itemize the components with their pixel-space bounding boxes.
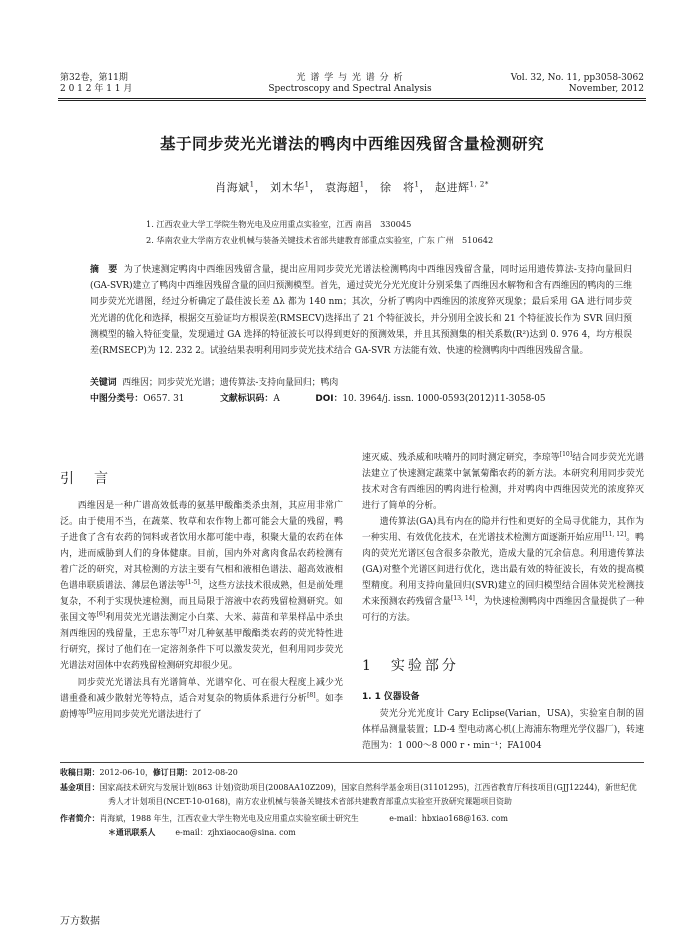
section-heading: 1 实验部分 bbox=[362, 658, 459, 674]
doi-label: DOI： bbox=[315, 394, 343, 404]
classification bbox=[90, 391, 650, 407]
abstract-label: 摘 要 bbox=[90, 265, 118, 275]
header-rule bbox=[58, 98, 646, 99]
author-list: 肖海斌$^1$， 刘木华$^1$， 袁海超$^1$， 徐 将$^1$， 赵进辉$^{1, 2*}$ bbox=[215, 180, 489, 194]
author: 刘木华$^1$ bbox=[270, 180, 310, 194]
affiliations bbox=[146, 216, 626, 248]
paragraph: 遗传算法(GA)具有内在的隐并行性和更好的全局寻优能力，其作为一种实用、有效优化技术，在光谱技术检测方面逐渐开始应用[11, 12]。鸭肉的荧光光谱区包含很多杂散光，造成大量的冗余信息。利用遗传算法(GA)对整个光谱区间进行优化，选出最有效的特征波长，有效的提高模型精度。利用支持向量回归(SVR)建立的回归模型结合固体荧光检测技术来预测农药残留含量[13, 14]，为快速检测鸭肉中西维因含量提供了一种可行的方法。 bbox=[362, 517, 645, 624]
footnotes bbox=[60, 766, 644, 841]
subsection-heading: 1. 1 仪器设备 bbox=[362, 692, 420, 702]
funding: 基金项目：国家高技术研究与发展计划(863 计划)资助项目(2008AA10Z209)，国家自然科学基金项目(31101295)，江西省教育厅科技项目(GJJ12244)，新世纪优秀人才计划项目(NCET-10-0168)，南方农业机械与装备关键技术省部共建教育部重点实验室开放研究课题项目资助 bbox=[60, 782, 637, 807]
volume-issue-cn: 第32卷，第11期 bbox=[60, 73, 128, 83]
affiliation: 2. 华南农业大学南方农业机械与装备关键技术省部共建教育部重点实验室，广东 广州 510642 bbox=[146, 235, 494, 245]
volume-pages-en: Vol. 32, No. 11, pp3058-3062 bbox=[510, 73, 644, 83]
citation: [1-5] bbox=[185, 579, 200, 587]
citation: [9] bbox=[86, 707, 96, 715]
author: 赵进辉$^{1, 2*}$ bbox=[435, 180, 489, 194]
doc-code-value: A bbox=[273, 394, 280, 404]
paragraph: 同步荧光光谱法具有光谱简单、光谱窄化、可在很大程度上减少光谱重叠和减少散射光等特点，适合对复杂的物质体系进行分析[8]。如李蔚博等[9]应用同步荧光光谱法进行了 bbox=[60, 677, 344, 720]
author: 徐 将$^1$ bbox=[380, 180, 420, 194]
paragraph: 西维因是一种广谱高效低毒的氨基甲酸酯类杀虫剂，其应用非常广泛。由于使用不当，在蔬菜、牧草和农作物上都可能会大量的残留，鸭子进食了含有农药的饲料或者饮用水都可能中毒，积聚大量的农药在体内，进而威胁到人们的身体健康。目前，国内外对禽肉食品农药检测有着广泛的研究，对其检测的方法主要有气相和液相色谱法、超高效液相色谱串联质谱法、薄层色谱法等[1-5]，这些方法技术很成熟，但是前处理复杂，不利于实现快速检测，而且局限于溶液中农药残留检测研究。如张国文等[6]利用荧光光谱法测定小白菜、大米、蒜苗和苹果样品中杀虫剂西维因的残留量，王忠东等[7]对几种氨基甲酸酯类农药的荧光特性进行研究，探讨了他们在一定溶剂条件下可以激发荧光，但利用同步荧光光谱法对固体中农药残留检测研究却很少见。 bbox=[60, 501, 344, 672]
intro-left-column bbox=[60, 498, 343, 723]
citation: [13, 14] bbox=[451, 595, 475, 603]
doi-value: 10. 3964/j. issn. 1000-0593(2012)11-3058-05 bbox=[342, 394, 546, 404]
keywords bbox=[90, 375, 650, 391]
author: 袁海超$^1$ bbox=[325, 180, 365, 194]
author-bio: 作者简介：肖海斌，1988 年生，江西农业大学生物光电及应用重点实验室硕士研究生 e-mail：hbxiao168@163. com bbox=[60, 813, 508, 823]
author-email: e-mail：hbxiao168@163. com bbox=[389, 813, 508, 823]
footnote-rule bbox=[60, 762, 644, 763]
corresponding-author: ＊通讯联系人 e-mail：zjhxiaocao@sina. com bbox=[108, 828, 296, 838]
journal-name-en: Spectroscopy and Spectral Analysis bbox=[268, 84, 432, 94]
date-en: November, 2012 bbox=[568, 84, 644, 94]
intro-right-column bbox=[362, 450, 644, 627]
intro-heading: 引 言 bbox=[60, 471, 111, 487]
clc-label: 中图分类号： bbox=[90, 394, 144, 404]
affiliation: 1. 江西农业大学工学院生物光电及应用重点实验室，江西 南昌 330045 bbox=[146, 219, 412, 229]
paper-title: 基于同步荧光光谱法的鸭肉中西维因残留含量检测研究 bbox=[159, 135, 544, 153]
date-cn: 2 0 1 2 年 1 1 月 bbox=[60, 84, 133, 94]
citation: [6] bbox=[96, 611, 106, 619]
abstract bbox=[90, 262, 632, 359]
keywords-text: 西维因；同步荧光光谱；遗传算法-支持向量回归；鸭肉 bbox=[122, 378, 339, 388]
paragraph: 荧光分光光度计 Cary Eclipse(Varian，USA)，实验室自制的固体样品测量装置；LD-4 型电动离心机(上海浦东物理光学仪器厂)，转速范围为：1 000～8 000 r・min⁻¹；FA1004 bbox=[362, 709, 644, 752]
received-date: 收稿日期：2012-06-10，修订日期：2012-08-20 bbox=[60, 768, 238, 777]
keywords-label: 关键词 bbox=[90, 378, 117, 388]
watermark: 万方数据 bbox=[60, 916, 100, 927]
author: 肖海斌$^1$ bbox=[215, 180, 255, 194]
doc-code-label: 文献标识码： bbox=[220, 394, 274, 404]
section1-body bbox=[362, 706, 644, 754]
journal-name-cn: 光 谱 学 与 光 谱 分 析 bbox=[296, 73, 404, 83]
clc-value: O657. 31 bbox=[143, 394, 185, 404]
corresponding-email: e-mail：zjhxiaocao@sina. com bbox=[175, 828, 296, 838]
paragraph: 速灭威、残杀威和呋喃丹的同时测定研究，李琼等[10]结合同步荧光光谱法建立了快速测定蔬菜中氯氰菊酯农药的新方法。本研究利用同步荧光技术对含有西维因的鸭肉进行检测，并对鸭肉中西维因荧光的浓度猝灭进行了简单的分析。 bbox=[362, 451, 645, 512]
abstract-text: 为了快速测定鸭肉中西维因残留含量，提出应用同步荧光光谱法检测鸭肉中西维因残留含量，同时运用遗传算法-支持向量回归(GA-SVR)建立了鸭肉中西维因残留含量的回归预测模型。首先，通过荧光分光光度计分别采集了西维因水解物和含有西维因的鸭肉的三维同步荧光光谱图，经过分析确定了最佳波长差 Δλ 都为 140 nm；其次，分析了鸭肉中西维因的浓度猝灭现象；最后采用 GA 进行同步荧光光谱的优化和选择，根据交互验证均方根误差(RMSECV)选择出了 21 个特征波长，并分别用全波长和 21 个特征波长作为 SVR 回归预测模型的输入特征变量，发现通过 GA 选择的特征波长可以得到更好的预测效果，并且其预测集的相关系数(R²)达到 0. 976 4，均方根误差(RMSECP)为 12. 232 2。试验结果表明利用同步荧光技术结合 GA-SVR 方法能有效、快速的检测鸭肉中西维因残留含量。 bbox=[90, 265, 633, 357]
citation: [10] bbox=[559, 451, 573, 459]
citation: [7] bbox=[178, 627, 188, 635]
citation: [11, 12] bbox=[602, 531, 627, 539]
header-rule-2 bbox=[58, 100, 646, 101]
citation: [8] bbox=[307, 691, 316, 699]
